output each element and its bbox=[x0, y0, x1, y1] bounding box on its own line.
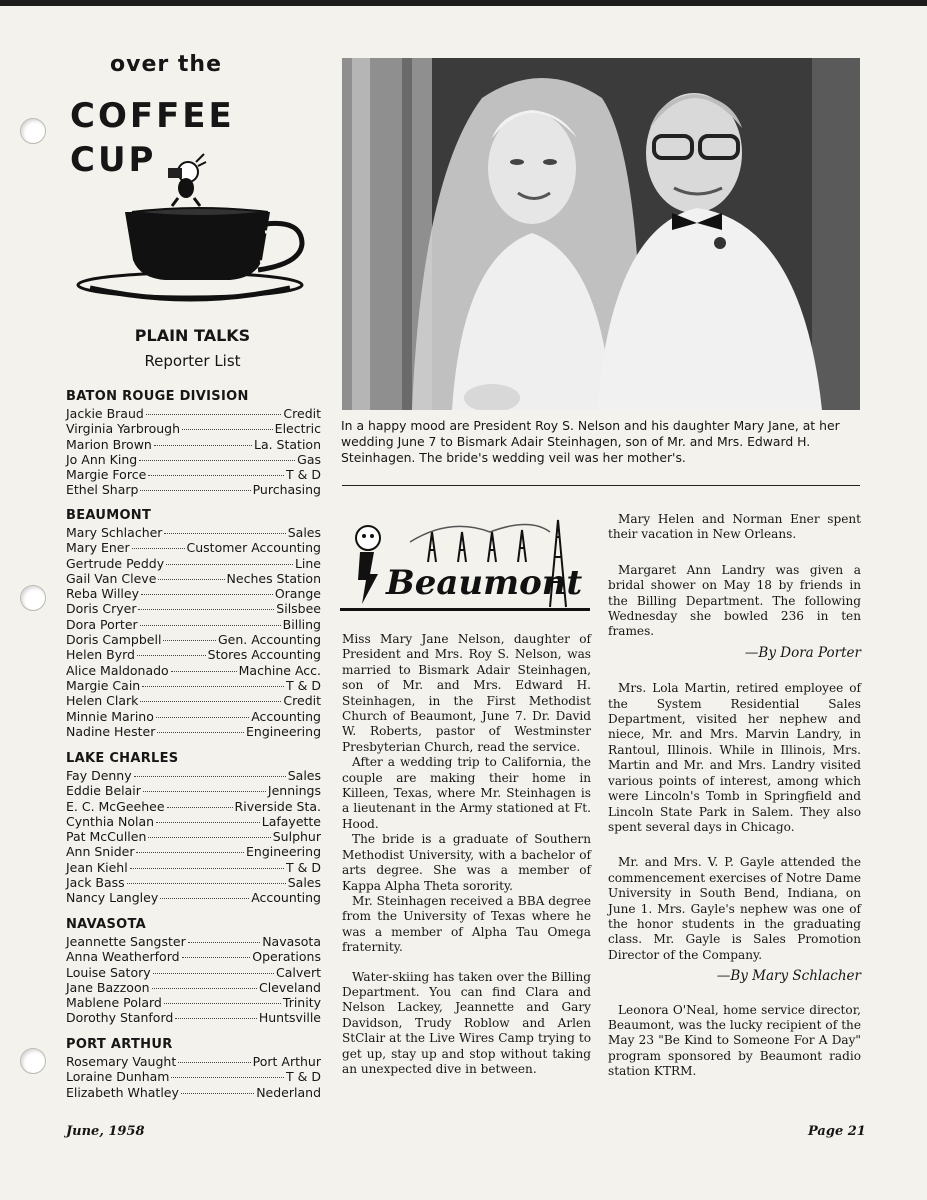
division-lake-charles bbox=[66, 751, 321, 906]
article-paragraph: Leonora O'Neal, home service director, Beaumont, was the lucky recipient of the May 23 "Be Kind to Someone For A Day" program sponsored by Beaumont radio station KTRM. bbox=[608, 1002, 861, 1079]
division-title: NAVASOTA bbox=[66, 917, 147, 932]
reporter-list-heading: Reporter List bbox=[144, 352, 241, 370]
section-divider bbox=[342, 485, 860, 486]
reporter-row: Margie Force T & D bbox=[66, 467, 321, 483]
reporter-row: Ann Snider Engineering bbox=[66, 844, 321, 860]
article-paragraph: Mr. and Mrs. V. P. Gayle attended the commencement exercises of Notre Dame University in South Bend, Indiana, on June 1. Mrs. Gayle's nephew was one of the honor students in the graduating class. Mr. Gayle is Sales Promotion Director of the Company. bbox=[608, 855, 861, 962]
reporter-row: Anna Weatherford Operations bbox=[66, 949, 321, 965]
article-paragraph: Miss Mary Jane Nelson, daughter of President and Mrs. Roy S. Nelson, was married to Bismark Adair Steinhagen, son of Mr. and Mrs. Edward H. Steinhagen, in the First Methodist Church of Beaumont, June 7. Dr. David W. Roberts, pastor of Westminster Presbyterian Church, read the service. bbox=[342, 632, 591, 754]
reddy-kilowatt-mascot-icon bbox=[356, 526, 380, 604]
column-title-over: over the bbox=[110, 52, 222, 77]
beaumont-logo bbox=[340, 512, 590, 616]
reporter-row: Helen Byrd Stores Accounting bbox=[66, 647, 321, 663]
byline: —By Dora Porter bbox=[744, 644, 861, 661]
reporter-row: Nadine Hester Engineering bbox=[66, 723, 321, 739]
division-title: PORT ARTHUR bbox=[66, 1037, 173, 1052]
coffee-cup-illustration bbox=[70, 140, 320, 310]
reporter-row: Marion Brown La. Station bbox=[66, 436, 321, 452]
article-paragraph: Water-skiing has taken over the Billing Department. You can find Clara and Nelson Lackey, Jeannette and Gary Davidson, Trudy Roblow and Arlen StClair at the Live Wires Camp trying to get up, stay up and stop without taking an unexpected dive in between. bbox=[342, 969, 591, 1076]
issue-date: June, 1958 bbox=[66, 1124, 145, 1139]
reporter-row: Jane Bazzoon Cleveland bbox=[66, 979, 321, 995]
reporter-row: Mary Schlacher Sales bbox=[66, 525, 321, 540]
reporter-row: Gertrude Peddy Line bbox=[66, 555, 321, 571]
reporter-row: Dorothy Stanford Huntsville bbox=[66, 1010, 321, 1026]
reporter-row: E. C. McGeehee Riverside Sta. bbox=[66, 798, 321, 814]
reporter-row: Reba Willey Orange bbox=[66, 586, 321, 602]
article-paragraph: Margaret Ann Landry was given a bridal shower on May 18 by friends in the Billing Department. The following Wednesday she bowled 236 in ten frames. bbox=[608, 562, 861, 639]
column-title-coffee: COFFEE bbox=[70, 96, 235, 136]
division-beaumont bbox=[66, 508, 321, 739]
article-paragraph: Mrs. Lola Martin, retired employee of the System Residential Sales Department, visited her nephew and niece, Mr. and Mrs. Marvin Landry, in Rantoul, Illinois. While in Illinois, Mrs. Martin and Mr. and Mrs. Landry visited various points of interest, among which were Lincoln's Tomb in Springfield and Lincoln State Park in Salem. They also spent several days in Chicago. bbox=[608, 681, 861, 834]
article-paragraph: Mr. Steinhagen received a BBA degree from the University of Texas where he was a member of Alpha Tau Omega fraternity. bbox=[342, 893, 591, 955]
reporter-row: Jeannette Sangster Navasota bbox=[66, 934, 321, 949]
reporter-row: Pat McCullen Sulphur bbox=[66, 829, 321, 845]
reporter-row: Alice Maldonado Machine Acc. bbox=[66, 662, 321, 678]
reporter-row: Ethel Sharp Purchasing bbox=[66, 482, 321, 498]
reporter-row: Minnie Marino Accounting bbox=[66, 708, 321, 724]
reporter-row: Louise Satory Calvert bbox=[66, 964, 321, 980]
reporter-row: Elizabeth Whatley Nederland bbox=[66, 1084, 321, 1100]
reporter-row: Jackie Braud Credit bbox=[66, 406, 321, 421]
beaumont-logo-word: Beaumont bbox=[386, 563, 583, 603]
page-number: Page 21 bbox=[808, 1124, 866, 1139]
article-paragraph: After a wedding trip to California, the couple are making their home in Killeen, Texas, where Mr. Steinhagen is a lieutenant in the Army stationed at Ft. Hood. bbox=[342, 755, 591, 831]
binder-hole-top bbox=[20, 118, 46, 144]
reporter-row: Helen Clark Credit bbox=[66, 693, 321, 709]
reporter-row: Cynthia Nolan Lafayette bbox=[66, 813, 321, 829]
reporter-row: Nancy Langley Accounting bbox=[66, 890, 321, 906]
division-title: BEAUMONT bbox=[66, 508, 152, 523]
binder-hole-bottom bbox=[20, 1048, 46, 1074]
reporter-row: Fay Denny Sales bbox=[66, 768, 321, 783]
cartoon-figure-icon bbox=[168, 154, 206, 206]
reporter-row: Virginia Yarbrough Electric bbox=[66, 421, 321, 437]
byline: —By Mary Schlacher bbox=[716, 968, 861, 985]
reporter-row: Jean Kiehl T & D bbox=[66, 859, 321, 875]
division-navasota bbox=[66, 917, 321, 1026]
reporter-row: Eddie Belair Jennings bbox=[66, 783, 321, 799]
reporter-row: Jo Ann King Gas bbox=[66, 451, 321, 467]
reporter-row: Doris Campbell Gen. Accounting bbox=[66, 632, 321, 648]
reporter-row: Loraine Dunham T & D bbox=[66, 1069, 321, 1085]
article-column-middle bbox=[342, 632, 591, 1077]
article-paragraph: Mary Helen and Norman Ener spent their vacation in New Orleans. bbox=[608, 512, 861, 542]
article-paragraph: The bride is a graduate of Southern Methodist University, with a bachelor of arts degree. She was a member of Kappa Alpha Theta sorority. bbox=[342, 832, 591, 893]
reporter-row: Rosemary Vaught Port Arthur bbox=[66, 1054, 321, 1069]
reporter-row: Mablene Polard Trinity bbox=[66, 995, 321, 1011]
division-baton-rouge bbox=[66, 389, 321, 498]
plain-talks-heading: PLAIN TALKS bbox=[134, 326, 251, 345]
photo-caption: In a happy mood are President Roy S. Nelson and his daughter Mary Jane, at her wedding June 7 to Bismark Adair Steinhagen, son of Mr. and Mrs. Edward H. Steinhagen. The bride's wedding veil was her mother's. bbox=[341, 418, 840, 465]
reporter-row: Margie Cain T & D bbox=[66, 677, 321, 693]
reporter-row: Mary Ener Customer Accounting bbox=[66, 540, 321, 556]
reporter-row: Doris Cryer Silsbee bbox=[66, 601, 321, 617]
article-column-right bbox=[608, 512, 861, 1080]
page-top-edge bbox=[0, 0, 927, 6]
reporter-row: Dora Porter Billing bbox=[66, 616, 321, 632]
division-title: LAKE CHARLES bbox=[66, 751, 179, 766]
reporter-row: Jack Bass Sales bbox=[66, 875, 321, 891]
division-title: BATON ROUGE DIVISION bbox=[66, 389, 249, 404]
column-title-cup: CUP bbox=[70, 140, 157, 180]
binder-hole-middle bbox=[20, 585, 46, 611]
reporter-row: Gail Van Cleve Neches Station bbox=[66, 570, 321, 586]
wedding-photo bbox=[342, 58, 860, 410]
division-port-arthur bbox=[66, 1037, 321, 1100]
